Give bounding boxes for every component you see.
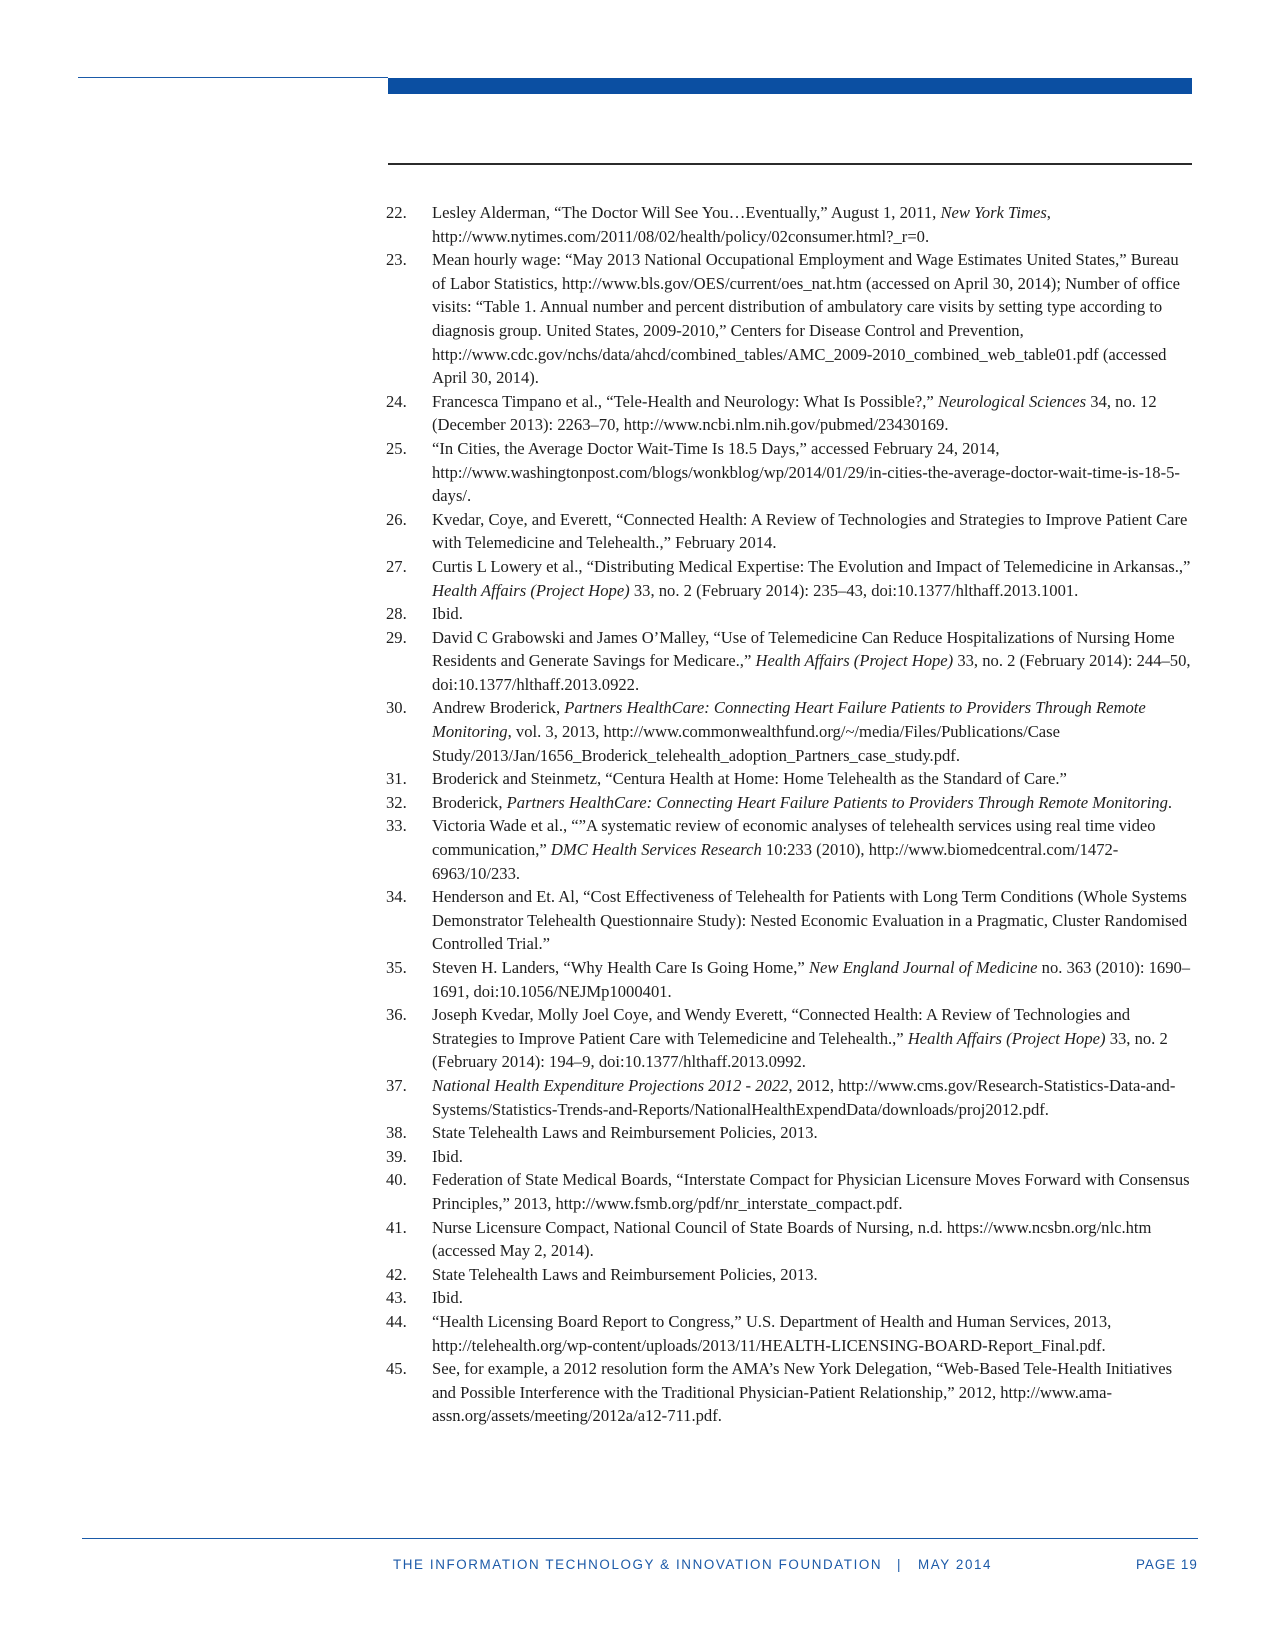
endnote-italic-title: Partners HealthCare: Connecting Heart Failure Patients to Providers Through Remote Monitoring xyxy=(506,792,1168,812)
endnote-text-segment: , vol. 3, 2013, http://www.commonwealthfund.org/~/media/Files/Publications/Case Study/2013/Jan/1656_Broderick_telehealth_adoption_Partners_case_study.pdf. xyxy=(432,722,1060,765)
endnote-text xyxy=(432,602,1196,626)
endnote-number: 29. xyxy=(386,627,407,647)
endnote-text xyxy=(432,508,1196,555)
endnote-italic-title: Partners HealthCare: Connecting Heart Failure Patients to Providers Through Remote Monitoring xyxy=(432,698,1146,742)
footer-organization: THE INFORMATION TECHNOLOGY & INNOVATION FOUNDATION xyxy=(393,1557,883,1572)
endnote-text xyxy=(432,1357,1196,1428)
endnote-item xyxy=(386,1357,1196,1428)
endnote-text xyxy=(432,201,1196,248)
endnote-text-segment: Steven H. Landers, “Why Health Care Is Going Home,” xyxy=(432,958,809,977)
header-rule xyxy=(388,163,1192,165)
endnote-text xyxy=(432,885,1196,956)
endnote-italic-title: Health Affairs (Project Hope) xyxy=(755,651,954,671)
endnote-text xyxy=(432,1145,1196,1169)
header-color-band xyxy=(388,78,1192,94)
endnote-text xyxy=(432,390,1196,437)
endnote-number: 31. xyxy=(386,769,407,789)
endnote-text-segment: Joseph Kvedar, Molly Joel Coye, and Wendy Everett, “Connected Health: A Review of Technologies and Strategies to Improve Patient Care with Telemedicine and Telehealth.,” xyxy=(432,1005,1131,1048)
endnote-text xyxy=(432,1310,1196,1357)
endnote-item xyxy=(386,1216,1196,1263)
endnote-number: 36. xyxy=(386,1005,407,1025)
endnote-text xyxy=(432,437,1196,508)
endnote-item xyxy=(386,1145,1196,1169)
endnote-text-segment: “In Cities, the Average Doctor Wait-Time Is 18.5 Days,” accessed February 24, 2014, http://www.washingtonpost.com/blogs/wonkblog/wp/2014/01/29/in-cities-the-average-doctor-wait-time-is-18-5-days/. xyxy=(432,438,1180,506)
endnote-text-segment: Kvedar, Coye, and Everett, “Connected Health: A Review of Technologies and Strategies to Improve Patient Care with Telemedicine and Telehealth.,” February 2014. xyxy=(432,509,1188,553)
endnote-number: 39. xyxy=(386,1146,407,1166)
endnote-number: 28. xyxy=(386,604,407,624)
endnote-text xyxy=(432,1003,1196,1074)
endnote-item xyxy=(386,791,1196,815)
endnote-text-segment: Ibid. xyxy=(432,604,463,624)
endnote-number: 40. xyxy=(386,1170,407,1190)
endnote-text-segment: “Health Licensing Board Report to Congress,” U.S. Department of Health and Human Services, 2013, http://telehealth.org/wp-content/uploads/2013/11/HEALTH-LICENSING-BOARD-Report_Final.pdf. xyxy=(432,1311,1112,1355)
endnote-text-segment: State Telehealth Laws and Reimbursement Policies, 2013. xyxy=(432,1123,818,1143)
endnote-text-segment: 33, no. 2 (February 2014): 244–50, doi:10.1377/hlthaff.2013.0922. xyxy=(432,651,1191,694)
footer-page-number: PAGE 19 xyxy=(1136,1557,1198,1572)
endnote-item xyxy=(386,508,1196,555)
endnote-number: 45. xyxy=(386,1359,407,1379)
endnote-text-segment: Ibid. xyxy=(432,1146,463,1166)
endnote-text xyxy=(432,1168,1196,1215)
endnote-text xyxy=(432,696,1196,767)
endnote-number: 42. xyxy=(386,1264,407,1284)
endnote-item xyxy=(386,626,1196,697)
endnote-item xyxy=(386,248,1196,390)
endnote-italic-title: New England Journal of Medicine xyxy=(808,958,1038,977)
endnote-italic-title: DMC Health Services Research xyxy=(550,840,762,860)
endnote-number: 41. xyxy=(386,1217,407,1237)
endnote-item xyxy=(386,956,1196,1003)
endnote-italic-title: National Health Expenditure Projections 2012 - 2022 xyxy=(432,1075,789,1095)
endnote-text xyxy=(432,791,1196,815)
endnote-text-segment: Henderson and Et. Al, “Cost Effectiveness of Telehealth for Patients with Long Term Conditions (Whole Systems Demonstrator Telehealth Questionnaire Study): Nested Economic Evaluation in a Pragmatic, Cluster Randomised Controlled Trial.” xyxy=(432,887,1188,954)
endnote-text-segment: Victoria Wade et al., “”A systematic review of economic analyses of telehealth services using real time video communication,” xyxy=(432,816,1156,860)
endnote-item xyxy=(386,437,1196,508)
endnote-number: 38. xyxy=(386,1123,407,1143)
endnote-item xyxy=(386,201,1196,248)
endnote-text-segment: Mean hourly wage: “May 2013 National Occupational Employment and Wage Estimates United States,” Bureau of Labor Statistics, http://www.bls.gov/OES/current/oes_nat.htm (accessed on April 30, 2014); Number of office visits: “Table 1. Annual number and percent distribution of ambulatory care visits by setting type according to diagnosis group. United States, 2009-2010,” Centers for Disease Control and Prevention, http://www.cdc.gov/nchs/data/ahcd/combined_tables/AMC_2009-2010_combined_web_table01.pdf (accessed April 30, 2014). xyxy=(432,250,1180,388)
endnote-text xyxy=(432,767,1196,791)
endnote-text-segment: Andrew Broderick, xyxy=(432,698,565,718)
endnote-item xyxy=(386,1003,1196,1074)
endnote-text-segment: , 2012, http://www.cms.gov/Research-Statistics-Data-and-Systems/Statistics-Trends-and-Reports/NationalHealthExpendData/downloads/proj2012.pdf. xyxy=(432,1075,1176,1119)
endnote-italic-title: New York Times xyxy=(940,203,1047,222)
endnote-text-segment: 10:233 (2010), http://www.biomedcentral.com/1472-6963/10/233. xyxy=(432,840,1119,883)
endnote-number: 32. xyxy=(386,792,407,812)
endnote-italic-title: Health Affairs (Project Hope) xyxy=(907,1028,1106,1048)
endnote-text-segment: no. 363 (2010): 1690–1691, doi:10.1056/NEJMp1000401. xyxy=(432,958,1191,1001)
endnote-number: 34. xyxy=(386,887,407,907)
endnote-text xyxy=(432,956,1196,1003)
endnote-item xyxy=(386,814,1196,885)
endnote-text-segment: Broderick, xyxy=(432,792,507,812)
endnote-text-segment: See, for example, a 2012 resolution form the AMA’s New York Delegation, “Web-Based Tele-Health Initiatives and Possible Interference with the Traditional Physician-Patient Relationship,” 2012, http://www.ama-assn.org/assets/meeting/2012a/a12-711.pdf. xyxy=(432,1359,1173,1426)
endnote-text xyxy=(432,1263,1196,1287)
endnote-text-segment: 33, no. 2 (February 2014): 194–9, doi:10.1377/hlthaff.2013.0992. xyxy=(432,1028,1168,1072)
endnote-text xyxy=(432,1074,1196,1121)
endnote-item xyxy=(386,1286,1196,1310)
endnote-text xyxy=(432,555,1196,602)
endnote-text-segment: Nurse Licensure Compact, National Council of State Boards of Nursing, n.d. https://www.ncsbn.org/nlc.htm (accessed May 2, 2014). xyxy=(432,1217,1152,1261)
endnote-number: 23. xyxy=(386,250,407,270)
endnotes-list xyxy=(386,201,1196,1428)
endnote-item xyxy=(386,767,1196,791)
endnote-item xyxy=(386,885,1196,956)
endnote-text-segment: Broderick and Steinmetz, “Centura Health at Home: Home Telehealth as the Standard of Care.” xyxy=(432,769,1067,789)
endnote-text-segment: Federation of State Medical Boards, “Interstate Compact for Physician Licensure Moves Forward with Consensus Principles,” 2013, http://www.fsmb.org/pdf/nr_interstate_compact.pdf. xyxy=(432,1170,1190,1213)
endnote-item xyxy=(386,555,1196,602)
endnote-text-segment: Ibid. xyxy=(432,1288,463,1308)
endnote-number: 27. xyxy=(386,556,407,576)
endnote-text-segment: . xyxy=(1167,792,1173,812)
endnote-number: 25. xyxy=(386,438,407,458)
header-thin-line xyxy=(78,77,388,78)
endnote-italic-title: Health Affairs (Project Hope) xyxy=(432,580,630,600)
endnote-text xyxy=(432,1286,1196,1310)
endnote-item xyxy=(386,390,1196,437)
footer-date: MAY 2014 xyxy=(918,1557,993,1572)
endnote-number: 43. xyxy=(386,1288,407,1308)
endnote-number: 22. xyxy=(386,203,407,222)
endnote-item xyxy=(386,696,1196,767)
endnote-text xyxy=(432,814,1196,885)
endnote-number: 30. xyxy=(386,698,407,718)
endnote-item xyxy=(386,1168,1196,1215)
endnote-text-segment: Curtis L Lowery et al., “Distributing Medical Expertise: The Evolution and Impact of Telemedicine in Arkansas.,” xyxy=(432,556,1191,576)
endnote-text-segment: , http://www.nytimes.com/2011/08/02/health/policy/02consumer.html?_r=0. xyxy=(432,203,1051,246)
endnote-number: 44. xyxy=(386,1311,407,1331)
endnote-item xyxy=(386,1121,1196,1145)
endnote-number: 26. xyxy=(386,509,407,529)
endnote-text-segment: Lesley Alderman, “The Doctor Will See You…Eventually,” August 1, 2011, xyxy=(432,203,941,222)
endnote-text-segment: David C Grabowski and James O’Malley, “Use of Telemedicine Can Reduce Hospitalizations of Nursing Home Residents and Generate Savings for Medicare.,” xyxy=(432,627,1175,671)
endnote-text-segment: 34, no. 12 (December 2013): 2263–70, http://www.ncbi.nlm.nih.gov/pubmed/23430169. xyxy=(432,391,1157,435)
endnote-text xyxy=(432,1216,1196,1263)
endnote-text xyxy=(432,248,1196,390)
endnote-number: 37. xyxy=(386,1075,407,1095)
endnote-item xyxy=(386,1074,1196,1121)
endnote-text xyxy=(432,626,1196,697)
endnote-text xyxy=(432,1121,1196,1145)
endnote-number: 33. xyxy=(386,816,407,836)
endnote-text-segment: Francesca Timpano et al., “Tele-Health and Neurology: What Is Possible?,” xyxy=(432,391,938,411)
endnote-item xyxy=(386,602,1196,626)
endnote-item xyxy=(386,1310,1196,1357)
endnote-number: 35. xyxy=(386,958,407,977)
footer-rule xyxy=(82,1538,1198,1539)
endnote-item xyxy=(386,1263,1196,1287)
endnote-number: 24. xyxy=(386,391,407,411)
endnote-italic-title: Neurological Sciences xyxy=(937,391,1087,411)
endnote-text-segment: 33, no. 2 (February 2014): 235–43, doi:10.1377/hlthaff.2013.1001. xyxy=(629,580,1079,600)
footer-separator: | xyxy=(897,1557,903,1572)
endnote-text-segment: State Telehealth Laws and Reimbursement Policies, 2013. xyxy=(432,1264,818,1284)
